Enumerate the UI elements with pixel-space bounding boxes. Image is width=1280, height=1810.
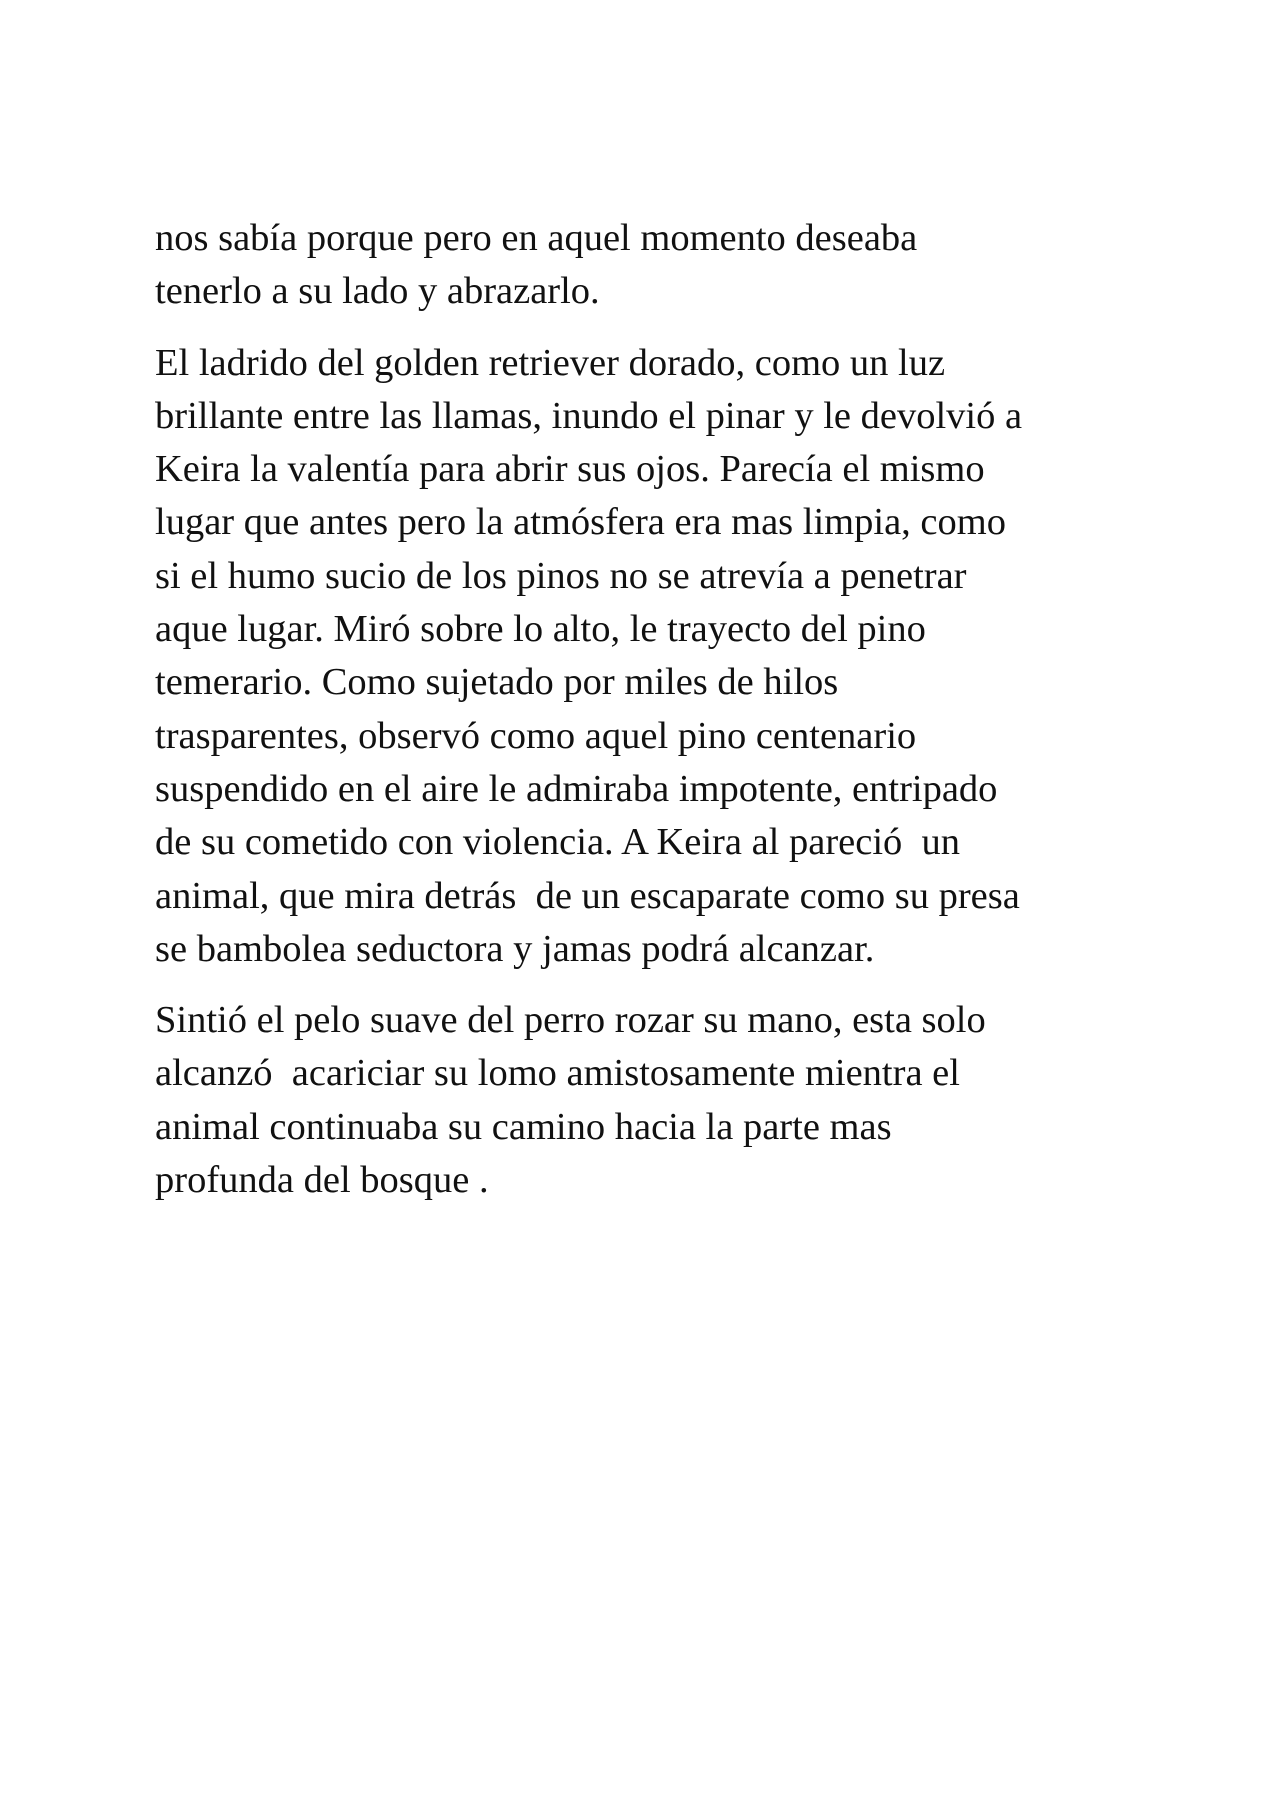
paragraph-2 bbox=[155, 337, 1155, 977]
text-line: de su cometido con violencia. A Keira al pareció un bbox=[155, 821, 961, 864]
text-line: profunda del bosque . bbox=[155, 1159, 489, 1202]
paragraph-1 bbox=[155, 212, 1155, 319]
text-line: si el humo sucio de los pinos no se atrevía a penetrar bbox=[155, 554, 967, 597]
text-line: suspendido en el aire le admiraba impotente, entripado bbox=[155, 767, 998, 810]
paragraph-3 bbox=[155, 994, 1155, 1207]
text-line: Sintió el pelo suave del perro rozar su mano, esta solo bbox=[155, 999, 986, 1042]
text-line: lugar que antes pero la atmósfera era mas limpia, como bbox=[155, 501, 1006, 544]
text-line: animal continuaba su camino hacia la parte mas bbox=[155, 1105, 892, 1148]
text-line: tenerlo a su lado y abrazarlo. bbox=[155, 270, 600, 313]
text-line: alcanzó acariciar su lomo amistosamente mientra el bbox=[155, 1052, 960, 1095]
text-line: nos sabía porque pero en aquel momento deseaba bbox=[155, 217, 918, 259]
text-line: animal, que mira detrás de un escaparate como su presa bbox=[155, 874, 1020, 917]
text-line: trasparentes, observó como aquel pino centenario bbox=[155, 714, 917, 757]
text-line: se bambolea seductora y jamas podrá alcanzar. bbox=[155, 927, 875, 970]
text-line: temerario. Como sujetado por miles de hilos bbox=[155, 661, 839, 704]
text-line: brillante entre las llamas, inundo el pinar y le devolvió a bbox=[155, 394, 1023, 437]
text-line: Keira la valentía para abrir sus ojos. Parecía el mismo bbox=[155, 448, 985, 491]
text-line: El ladrido del golden retriever dorado, como un luz bbox=[155, 341, 946, 384]
text-line: aque lugar. Miró sobre lo alto, le trayecto del pino bbox=[155, 608, 926, 651]
body-text bbox=[155, 212, 1155, 1207]
